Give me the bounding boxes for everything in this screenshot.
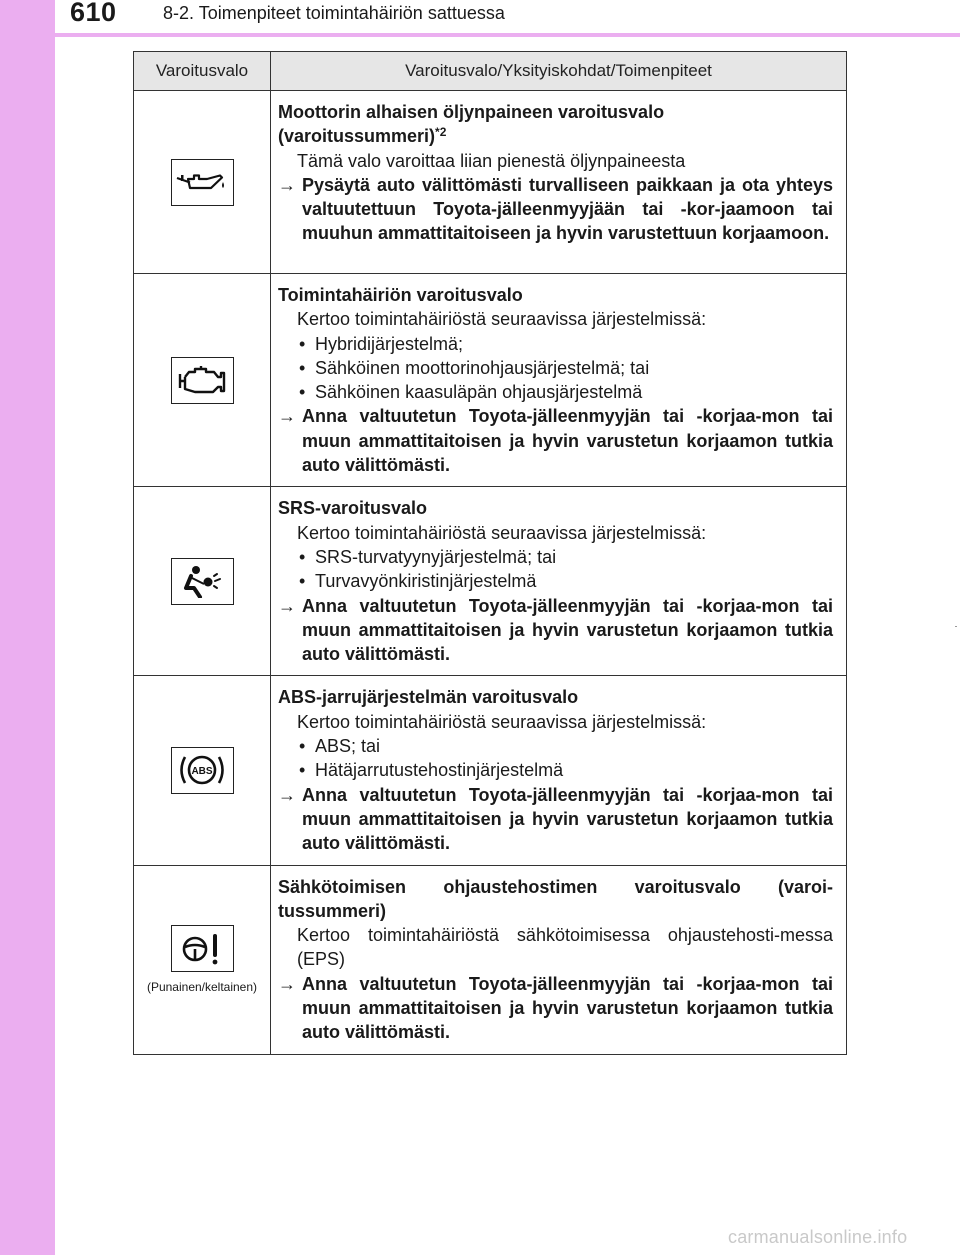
- row-action: → Anna valtuutetun Toyota-jälleenmyyjän tai -korjaa-mon tai muun ammattitaitoisen ja hyvin varustetun korjaamon tutkia auto välittömästi.: [278, 973, 833, 1043]
- power-steering-icon: [171, 925, 234, 972]
- row-title: Moottorin alhaisen öljynpaineen varoitusvalo (varoitussummeri)$^{*2}$: [278, 102, 665, 147]
- table-row: [134, 487, 847, 676]
- list-item: • Hätäjarrutustehostinjärjestelmä: [278, 758, 833, 782]
- icon-cell: [134, 676, 271, 865]
- arrow-icon: →: [278, 406, 296, 427]
- header-divider: [55, 33, 960, 37]
- icon-cell: [134, 865, 271, 1054]
- table-row: [134, 676, 847, 865]
- list-item: • Sähköinen kaasuläpän ohjausjärjestelmä: [278, 380, 833, 404]
- icon-cell: [134, 91, 271, 274]
- list-item: • Sähköinen moottorinohjausjärjestelmä; tai: [278, 356, 833, 380]
- row-description: Kertoo toimintahäiriöstä seuraavissa järjestelmissä:: [297, 711, 707, 732]
- row-description: Kertoo toimintahäiriöstä seuraavissa järjestelmissä:: [297, 522, 707, 543]
- footnote-mark: *2: [435, 125, 447, 140]
- abs-icon: [171, 747, 234, 794]
- row-description: Kertoo toimintahäiriöstä sähkötoimisessa ohjaustehosti-messa (EPS): [297, 925, 833, 970]
- row-action: → Pysäytä auto välittömästi turvalliseen paikkaan ja ota yhteys valtuutettuun Toyota-jälleenmyyjään tai -kor-jaamoon tai muuhun ammattitaitoiseen ja hyvin varustettuun korjaamoon.: [278, 174, 833, 244]
- icon-caption: (Punainen/keltainen): [146, 980, 258, 995]
- column-header-light: Varoitusvalo: [134, 52, 271, 91]
- row-action: → Anna valtuutetun Toyota-jälleenmyyjän tai -korjaa-mon tai muun ammattitaitoisen ja hyvin varustetun korjaamon tutkia auto välittömästi.: [278, 784, 833, 854]
- arrow-icon: →: [278, 784, 296, 805]
- row-title: Toimintahäiriön varoitusvalo: [278, 285, 523, 305]
- arrow-icon: →: [278, 595, 296, 616]
- page-number: 610: [70, 0, 117, 27]
- arrow-icon: →: [278, 973, 296, 994]
- table-header-row: [134, 52, 847, 91]
- check-engine-icon: [171, 357, 234, 404]
- row-action: → Anna valtuutetun Toyota-jälleenmyyjän tai -korjaa-mon tai muun ammattitaitoisen ja hyvin varustetun korjaamon tutkia auto välittömästi.: [278, 595, 833, 665]
- row-title: SRS-varoitusvalo: [278, 498, 428, 519]
- text-cell: [271, 487, 847, 676]
- arrow-icon: →: [278, 174, 296, 195]
- row-title: Sähkötoimisen ohjaustehostimen varoitusvalo (varoi-tussummeri): [278, 876, 833, 921]
- row-action: → Anna valtuutetun Toyota-jälleenmyyjän tai -korjaa-mon tai muun ammattitaitoisen ja hyvin varustetun korjaamon tutkia auto välittömästi.: [278, 406, 833, 476]
- side-color-band: [0, 0, 55, 1255]
- table-row: [134, 274, 847, 487]
- column-header-details: Varoitusvalo/Yksityiskohdat/Toimenpiteet: [271, 52, 847, 91]
- table-row: [134, 865, 847, 1054]
- list-item: • Turvavyönkiristinjärjestelmä: [278, 569, 833, 593]
- list-item: • ABS; tai: [278, 734, 833, 758]
- watermark: carmanualsonline.info: [728, 1227, 908, 1247]
- row-description: Kertoo toimintahäiriöstä seuraavissa järjestelmissä:: [297, 309, 707, 330]
- table-row: [134, 91, 847, 274]
- margin-mark: [955, 626, 957, 627]
- icon-cell: [134, 274, 271, 487]
- oil-pressure-icon: [171, 159, 234, 206]
- row-description: Tämä valo varoittaa liian pienestä öljynpaineesta: [297, 150, 686, 171]
- text-cell: [271, 274, 847, 487]
- list-item: • Hybridijärjestelmä;: [278, 332, 833, 356]
- warning-lights-table: [133, 51, 847, 1055]
- icon-cell: [134, 487, 271, 676]
- abs-icon-label: ABS: [191, 766, 213, 778]
- srs-airbag-icon: [171, 558, 234, 605]
- list-item: • SRS-turvatyynyjärjestelmä; tai: [278, 545, 833, 569]
- text-cell: [271, 91, 847, 274]
- section-title: 8-2. Toimenpiteet toimintahäiriön sattuessa: [163, 3, 505, 23]
- text-cell: [271, 865, 847, 1054]
- row-title: ABS-jarrujärjestelmän varoitusvalo: [278, 687, 579, 708]
- text-cell: [271, 676, 847, 865]
